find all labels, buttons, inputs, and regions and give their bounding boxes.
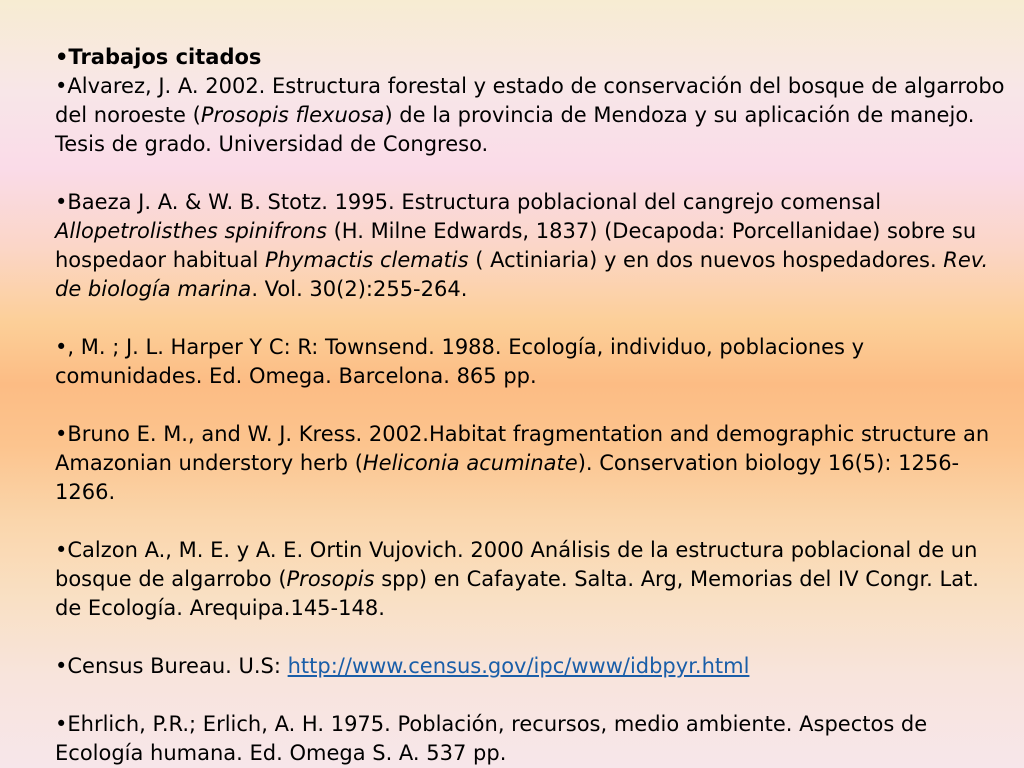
species-name: Prosopis	[286, 567, 375, 591]
journal-name: Rev. de biología marina	[55, 248, 989, 301]
ref-text: •Calzon A., M. E. y A. E. Ortin Vujovich. 2000 Análisis de la estructura poblacional de un bosque de algarrobo (	[55, 538, 978, 591]
reference-baeza	[55, 188, 1005, 304]
species-name: Prosopis flexuosa	[200, 103, 385, 127]
ref-text: •Bruno E. M., and W. J. Kress. 2002.Habitat fragmentation and demographic structure an Amazonian understory herb (	[55, 422, 990, 475]
ref-text: ) de la provincia de Mendoza y su aplicación de manejo. Tesis de grado. Universidad de Congreso.	[55, 103, 975, 156]
census-link[interactable]: http://www.census.gov/ipc/www/idbpyr.html	[287, 654, 750, 678]
reference-alvarez	[55, 72, 1005, 159]
reference-calzon	[55, 536, 1005, 623]
ref-text: (H. Milne Edwards, 1837) (Decapoda: Porcellanidae) sobre su hospedaor habitual	[55, 219, 977, 272]
ref-text: •Census Bureau. U.S:	[55, 654, 288, 678]
ref-text: •Alvarez, J. A. 2002. Estructura forestal y estado de conservación del bosque de algarrobo del noroeste (	[55, 74, 1005, 127]
species-name: Heliconia acuminate	[362, 451, 578, 475]
references-slide	[55, 43, 1005, 768]
reference-census	[55, 652, 1005, 681]
ref-text: •Baeza J. A. & W. B. Stotz. 1995. Estructura poblacional del cangrejo comensal	[55, 190, 882, 214]
reference-ehrlich: •Ehrlich, P.R.; Erlich, A. H. 1975. Población, recursos, medio ambiente. Aspectos de Ecología humana. Ed. Omega S. A. 537 pp.	[55, 712, 928, 765]
reference-bruno	[55, 420, 1005, 507]
ref-text: spp) en Cafayate. Salta. Arg, Memorias del IV Congr. Lat. de Ecología. Arequipa.145-148.	[55, 567, 979, 620]
reference-harper: •, M. ; J. L. Harper Y C: R: Townsend. 1988. Ecología, individuo, poblaciones y comunidades. Ed. Omega. Barcelona. 865 pp.	[55, 335, 865, 388]
species-name: Phymactis clematis	[264, 248, 469, 272]
ref-text: . Vol. 30(2):255-264.	[251, 277, 468, 301]
ref-text: ). Conservation biology 16(5): 1256-1266.	[55, 451, 960, 504]
ref-text: ( Actiniaria) y en dos nuevos hospedadores.	[468, 248, 944, 272]
heading: •Trabajos citados	[55, 45, 262, 69]
species-name: Allopetrolisthes spinifrons	[55, 219, 327, 243]
